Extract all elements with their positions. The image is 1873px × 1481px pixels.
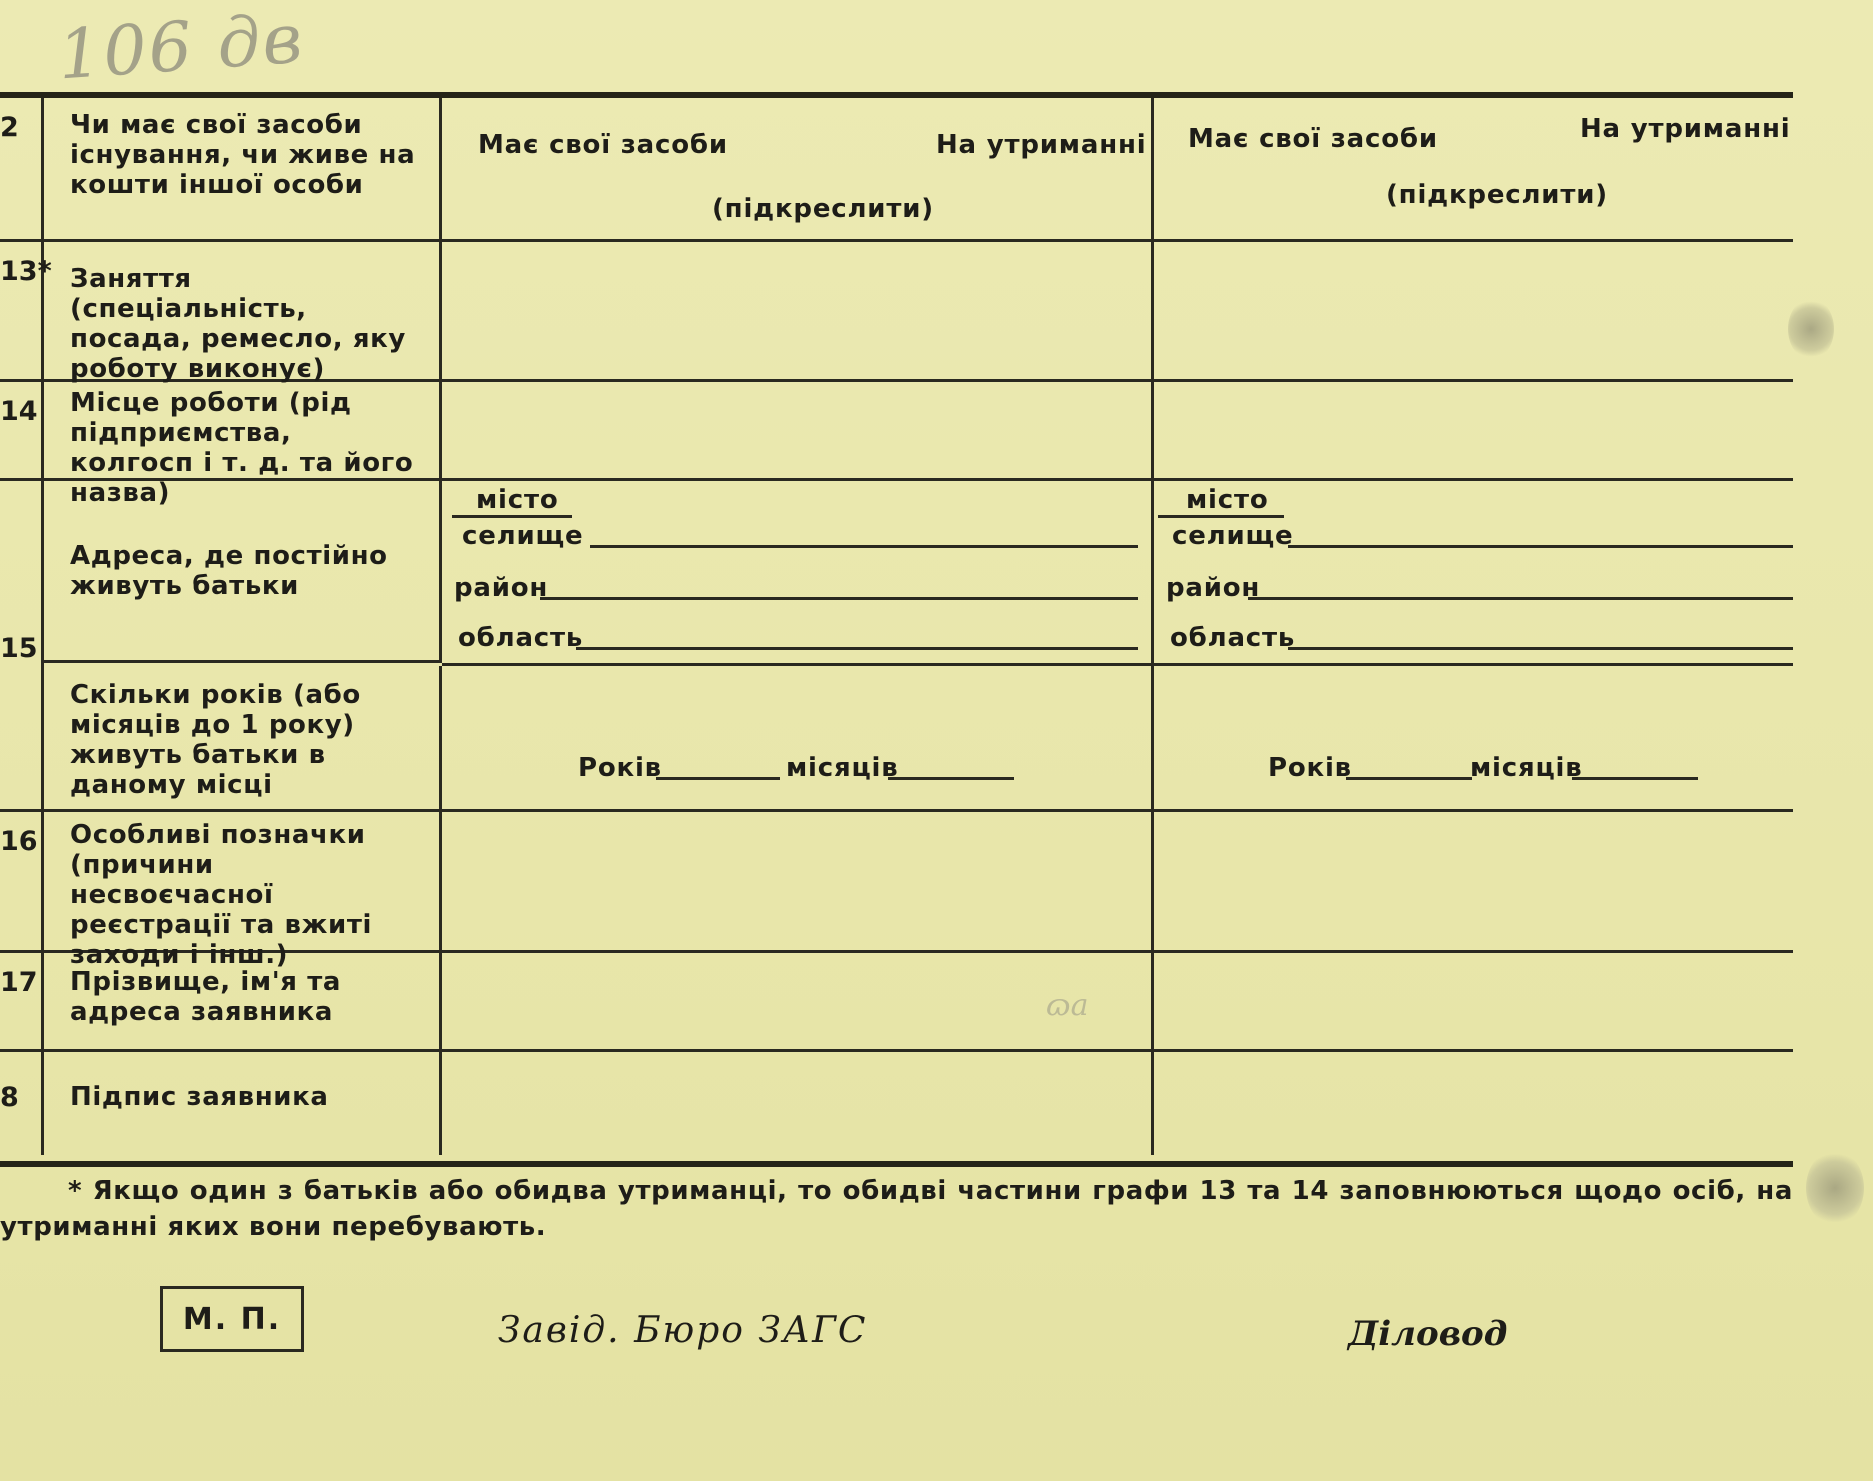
district-label: район xyxy=(1166,573,1261,603)
months-input[interactable] xyxy=(1572,777,1698,780)
applicant-mother-field[interactable] xyxy=(1154,953,1793,1049)
row-number: 14 xyxy=(0,382,44,478)
row-number: 8 xyxy=(0,1052,44,1155)
region-input[interactable] xyxy=(576,647,1138,650)
row-label: Заняття (спеціальність, посада, ремесло, яку роботу виконує) xyxy=(44,242,442,379)
settlement-label: селище xyxy=(1172,521,1294,551)
notes-father-field[interactable] xyxy=(442,812,1154,950)
signature-mother-field[interactable] xyxy=(1154,1052,1793,1155)
option-own-means[interactable]: Має свої засоби xyxy=(478,130,728,160)
underline-hint: (підкреслити) xyxy=(1386,180,1608,210)
region-label: область xyxy=(1170,623,1296,653)
underline-hint: (підкреслити) xyxy=(712,194,934,224)
row-special-notes xyxy=(0,812,1793,970)
district-label: район xyxy=(454,573,549,603)
handwritten-reference-number: 106 дв xyxy=(55,0,307,96)
city-label: місто xyxy=(476,485,559,515)
column-father[interactable] xyxy=(442,98,1154,239)
row-number: 15 xyxy=(0,481,44,809)
head-of-registry-signature: Завід. Бюро ЗАГС xyxy=(498,1310,868,1351)
settlement-label: селище xyxy=(462,521,584,551)
row-number: 2 xyxy=(0,98,44,239)
years-label: Років xyxy=(1268,753,1352,783)
ink-smudge: ɷa xyxy=(1046,988,1089,1023)
workplace-father-field[interactable] xyxy=(442,382,1154,478)
row-number: 17 xyxy=(0,953,44,1049)
city-label: місто xyxy=(1186,485,1269,515)
option-own-means[interactable]: Має свої засоби xyxy=(1188,124,1438,154)
clerk-signature: Діловод xyxy=(1348,1314,1508,1354)
row-number: 16 xyxy=(0,812,44,950)
row-label: Прізвище, ім'я та адреса заявника xyxy=(44,953,442,1049)
region-label: область xyxy=(458,623,584,653)
address-father-block xyxy=(442,481,1154,809)
years-label: Років xyxy=(578,753,662,783)
months-input[interactable] xyxy=(888,777,1014,780)
address-mother-block xyxy=(1154,481,1793,809)
months-label: місяців xyxy=(786,753,899,783)
footnote: * Якщо один з батьків або обидва утриманці, то обидві частини графи 13 та 14 заповнюються щодо осіб, на утриманні яких вони перебувають. xyxy=(0,1176,1793,1242)
option-dependent[interactable]: На утриманні xyxy=(936,130,1147,160)
workplace-mother-field[interactable] xyxy=(1154,382,1793,478)
years-input[interactable] xyxy=(1346,777,1472,780)
option-dependent[interactable]: На утриманні xyxy=(1580,114,1791,144)
region-input[interactable] xyxy=(1288,647,1793,650)
row-parents-address xyxy=(0,481,1793,812)
binding-hole-mark xyxy=(1788,298,1834,360)
row-label: Чи має свої засоби існування, чи живе на кошти іншої особи xyxy=(44,98,442,239)
row-applicant xyxy=(0,953,1793,1052)
row-applicant-signature xyxy=(0,1052,1793,1155)
settlement-input[interactable] xyxy=(590,545,1138,548)
row-means-of-living xyxy=(0,98,1793,242)
settlement-input[interactable] xyxy=(1288,545,1793,548)
signature-father-field[interactable] xyxy=(442,1052,1154,1155)
row-occupation xyxy=(0,242,1793,382)
stamp-place: М. П. xyxy=(160,1286,304,1352)
row-number: 13* xyxy=(0,242,44,379)
row-label: Особливі позначки (причини несвоєчасної реєстрації та вжиті заходи і інш.) xyxy=(44,812,442,950)
months-label: місяців xyxy=(1470,753,1583,783)
row-label-address: Адреса, де постійно живуть батьки xyxy=(44,481,442,663)
district-input[interactable] xyxy=(1248,597,1793,600)
binding-hole-mark xyxy=(1806,1150,1864,1226)
column-mother[interactable] xyxy=(1154,98,1793,239)
registration-form-table xyxy=(0,92,1793,1167)
district-input[interactable] xyxy=(540,597,1138,600)
occupation-father-field[interactable] xyxy=(442,242,1154,379)
years-input[interactable] xyxy=(656,777,780,780)
row-label: Місце роботи (рід підприємства, колгосп і т. д. та його назва) xyxy=(44,382,442,478)
occupation-mother-field[interactable] xyxy=(1154,242,1793,379)
row-label: Підпис заявника xyxy=(44,1052,442,1155)
row-label-years: Скільки років (або місяців до 1 року) живуть батьки в даному місці xyxy=(44,666,442,809)
notes-mother-field[interactable] xyxy=(1154,812,1793,950)
